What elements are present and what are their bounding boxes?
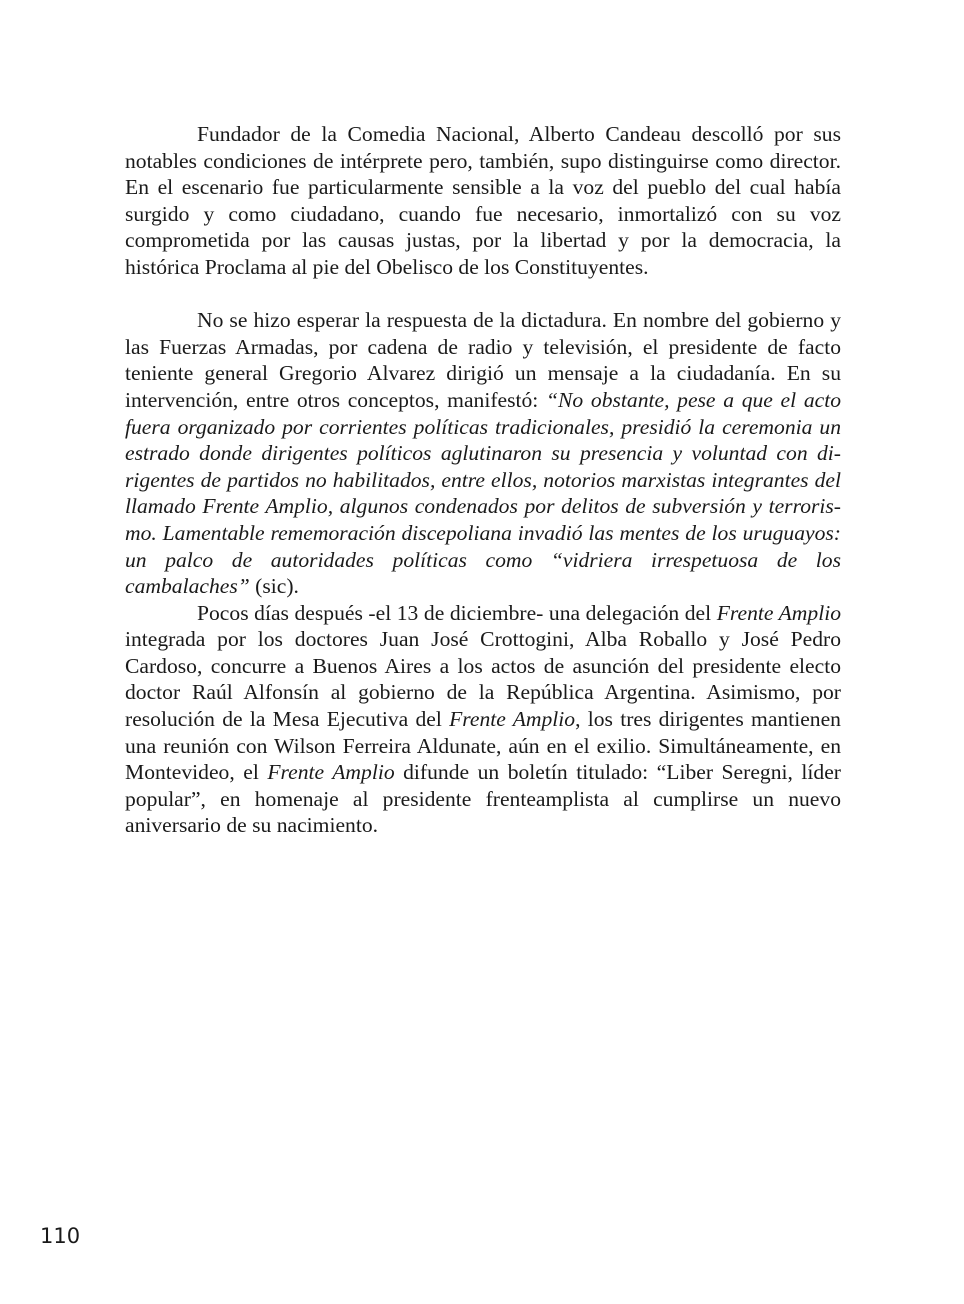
paragraph-3-part-1: Pocos días después -el 13 de diciembre- una delegación del bbox=[197, 600, 717, 625]
paragraph-1 bbox=[125, 121, 841, 281]
body-text bbox=[125, 121, 841, 839]
paragraph-2 bbox=[125, 307, 841, 600]
page-number: 110 bbox=[40, 1224, 81, 1248]
paragraph-2-sic: (sic). bbox=[249, 574, 299, 599]
paragraph-3-frente-amplio-2: Frente Amplio bbox=[449, 707, 576, 732]
paragraph-3 bbox=[125, 600, 841, 839]
paragraph-2-intro: No se hizo esperar la respuesta de la dictadura. En nombre del gobierno y las Fuerzas Armadas, por cadena de radio y televisión, el presidente de facto teniente general Gregorio Alvarez dirigió un mensaje a la ciudadanía. En su intervención, entre otros conceptos, manifestó: bbox=[125, 308, 841, 412]
paragraph-2-quote: “No obstante, pese a que el acto fuera organizado por corrientes políticas tradicionales, presidió la ceremonia un estrado donde dirigentes políticos aglutinaron su presencia y voluntad con dirigentes de partidos no habilitados, entre ellos, notorios marxistas integrantes del llamado Frente Amplio, algunos condenados por delitos de subversión y terrorismo. Lamentable rememoración discepoliana invadió las mentes de los uruguayos: un palco de autoridades políticas como “vidriera irrespetuosa de los cambalaches” bbox=[125, 387, 841, 599]
paragraph-3-part-3: , los tres dirigentes mantienen una reunión con Wilson Ferreira Aldunate, aún en el exilio. Simultáneamente, en Montevideo, el bbox=[125, 707, 841, 785]
paragraph-3-part-4: difunde un boletín titulado: “Liber Seregni, líder popular”, en homenaje al presidente frenteamplista al cumplirse un nuevo aniversario de su nacimiento. bbox=[125, 760, 841, 838]
paragraph-3-frente-amplio-1: Frente Amplio bbox=[716, 600, 841, 625]
paragraph-3-part-2: integrada por los doctores Juan José Crottogini, Alba Roballo y José Pedro Cardoso, concurre a Buenos Aires a los actos de asunción del presidente electo doctor Raúl Alfonsín al gobierno de la República Argentina. Asimismo, por resolución de la Mesa Ejecutiva del bbox=[125, 627, 841, 732]
paragraph-1-text: Fundador de la Comedia Nacional, Alberto Candeau descolló por sus notables condiciones de intérprete pero, también, supo distinguirse como director. En el escenario fue particularmente sensible a la voz del pueblo del cual había surgido y como ciudadano, cuando fue necesario, inmortalizó con su voz comprometida por las causas justas, por la libertad y por la democracia, la histórica Proclama al pie del Obelisco de los Constituyentes. bbox=[125, 122, 841, 279]
paragraph-3-frente-amplio-3: Frente Amplio bbox=[267, 760, 395, 785]
